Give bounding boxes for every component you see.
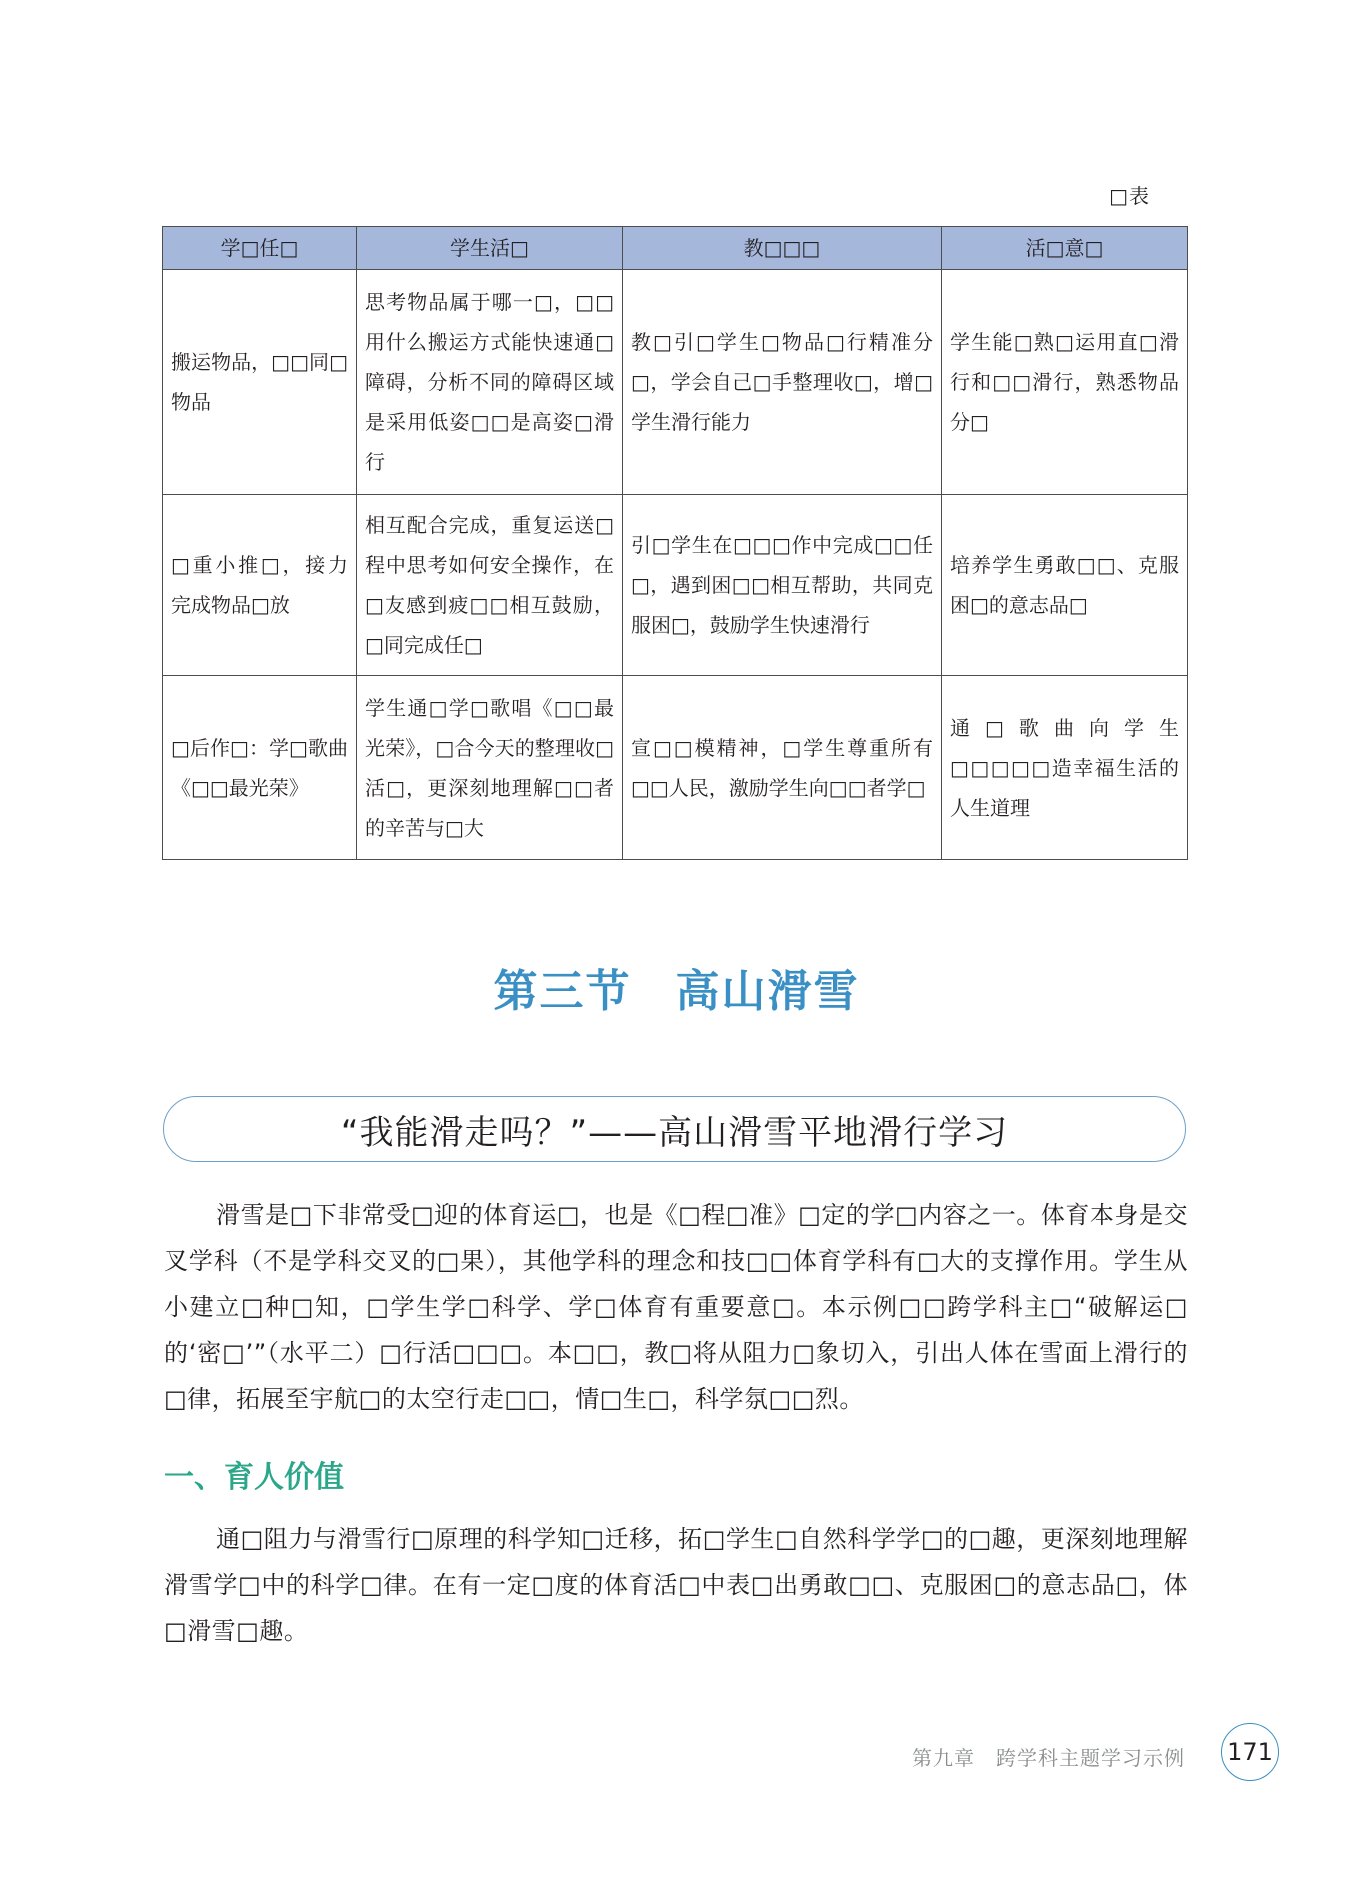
section-title [0,955,1353,1019]
table-cell: 培养学生勇敢□□、克服困□的意志品□ [942,495,1188,676]
table-cell: 学生能□熟□运用直□滑行和□□滑行，熟悉物品分□ [942,270,1188,495]
table-caption: □表 [1109,184,1150,208]
value-paragraph [164,1516,1188,1654]
heading-educational-value: 一、育人价值 [164,1460,344,1495]
page-number-text: 171 [1227,1738,1273,1766]
table-cell: 教□引□学生□物品□行精准分□，学会自己□手整理收□，增□学生滑行能力 [623,270,942,495]
table-cell: 引□学生在□□□作中完成□□任□，遇到困□□相互帮助，共同克服困□，鼓励学生快速滑行 [623,495,942,676]
table-cell: 思考物品属于哪一□，□□用什么搬运方式能快速通□障碍，分析不同的障碍区域是采用低姿□□是高姿□滑行 [357,270,623,495]
table-cell: 学生通□学□歌唱《□□最光荣》，□合今天的整理收□活□，更深刻地理解□□者的辛苦与□大 [357,676,623,860]
intro-paragraph-text: 滑雪是□下非常受□迎的体育运□，也是《□程□准》□定的学□内容之一。体育本身是交叉学科（不是学科交叉的□果），其他学科的理念和技□□体育学科有□大的支撑作用。学生从小建立□种□知，□学生学□科学、学□体育有重要意□。本示例□□跨学科主□“破解运□的‘密□’”（水平二）□行活□□□。本□□，教□将从阻力□象切入，引出人体在雪面上滑行的□律，拓展至宇航□的太空行走□□，情□生□，科学氛□□烈。 [164,1201,1188,1413]
section-name: 高山滑雪 [675,966,860,1017]
table-cell: 通□歌曲向学生□□□□□造幸福生活的人生道理 [942,676,1188,860]
table-cell: □重小推□，接力完成物品□放 [163,495,357,676]
table-header-row [163,227,1188,270]
table-header-cell: 教□□□ [623,227,942,270]
table-header-cell: 学生活□ [357,227,623,270]
table-cell: 宣□□模精神，□学生尊重所有□□人民，激励学生向□□者学□ [623,676,942,860]
table-header-cell: 活□意□ [942,227,1188,270]
value-paragraph-text: 通□阻力与滑雪行□原理的科学知□迁移，拓□学生□自然科学学□的□趣，更深刻地理解滑雪学□中的科学□律。在有一定□度的体育活□中表□出勇敢□□、克服困□的意志品□，体□滑雪□趣。 [164,1525,1188,1645]
section-number: 第三节 [493,966,632,1017]
activity-table [162,226,1188,860]
table-cell: □后作□：学□歌曲《□□最光荣》 [163,676,357,860]
lesson-subtitle: “我能滑走吗？”——高山滑雪平地滑行学习 [340,1112,1009,1153]
table-cell: 相互配合完成，重复运送□程中思考如何安全操作，在□友感到疲□□相互鼓励，□同完成任□ [357,495,623,676]
table-cell: 搬运物品，□□同□物品 [163,270,357,495]
intro-paragraph [164,1192,1188,1422]
table-row [163,270,1188,495]
page-number [1221,1723,1279,1781]
table-header-cell: 学□任□ [163,227,357,270]
footer-chapter: 第九章 跨学科主题学习示例 [912,1746,1185,1770]
table-row [163,676,1188,860]
lesson-subtitle-box [163,1096,1186,1162]
table-row [163,495,1188,676]
